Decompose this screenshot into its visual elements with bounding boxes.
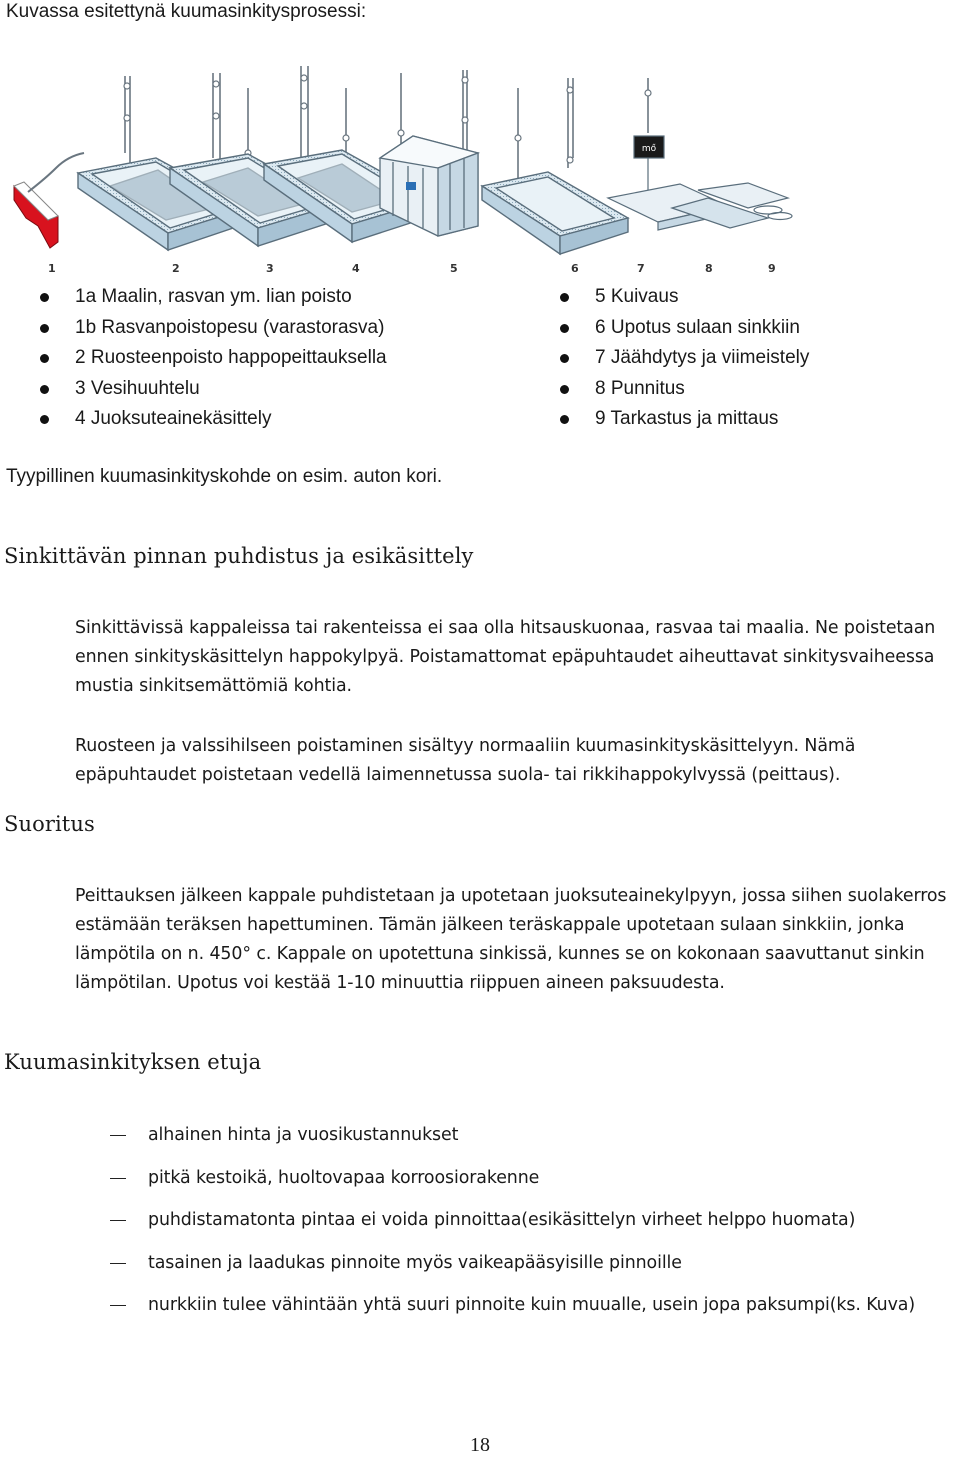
list-item [560,404,809,435]
step-label: 8 Punnitus [595,377,685,399]
bullet-icon [560,385,569,394]
bullet-icon [560,293,569,302]
bullet-icon [40,415,49,424]
list-item [560,313,809,344]
page-number: 18 [470,1434,490,1456]
list-item [560,343,809,374]
bullet-icon [560,415,569,424]
paragraph-execution: Peittauksen jälkeen kappale puhdistetaan ja upotetaan juoksuteainekylpyyn, jossa siihen suolakerros estämään teräksen hapettuminen. Tämän jälkeen teräskappale upotetaan sulaan sinkkiin, jonka lämpötila on n. 450° c. Kappale on upotettuna sinkissä, kunnes se on kokonaan saavuttanut sinkin lämpötilan. Upotus voi kestää 1-10 minuuttia riippuen aineen paksuudesta. [75,886,947,993]
paragraph-cleaning-1: Sinkittävissä kappaleissa tai rakenteissa ei saa olla hitsauskuonaa, rasvaa tai maalia. Ne poistetaan ennen sinkityskäsittelyn happokylpyä. Poistamattomat epäpuhtaudet aiheuttavat sinkitysvaiheessa mustia sinkitsemättömiä kohtia. [75,618,936,696]
list-item [40,282,387,313]
bullet-icon [40,324,49,333]
step-number: 9 [768,262,776,275]
step-label: 3 Vesihuuhtelu [75,377,200,399]
advantage-text: nurkkiin tulee vähintään yhtä suuri pinnoite kuin muualle, usein jopa paksumpi(ks. Kuva) [148,1295,916,1315]
list-item [110,1205,955,1235]
advantages-list [110,1120,955,1333]
dash-icon [110,1178,126,1179]
step-number: 4 [352,262,360,275]
section-heading-cleaning: Sinkittävän pinnan puhdistus ja esikäsittely [4,544,474,568]
list-item [40,313,387,344]
dash-icon [110,1263,126,1264]
step-number: 3 [266,262,274,275]
section-heading-advantages: Kuumasinkityksen etuja [4,1050,262,1074]
step-label: 1b Rasvanpoistopesu (varastorasva) [75,316,385,338]
dash-icon [110,1305,126,1306]
list-item [110,1120,955,1150]
list-item [560,282,809,313]
list-item [40,404,387,435]
step-number: 5 [450,262,458,275]
step-number: 7 [637,262,645,275]
scale-label: mő [641,144,657,154]
list-item [40,343,387,374]
bullet-icon [40,354,49,363]
bullet-icon [40,293,49,302]
list-item [110,1248,955,1278]
step-number: 8 [705,262,713,275]
step-number: 6 [571,262,579,275]
step-label: 9 Tarkastus ja mittaus [595,408,779,430]
typical-example-text: Tyypillinen kuumasinkityskohde on esim. auton kori. [6,466,443,487]
intro-text: Kuvassa esitettynä kuumasinkitysprosessi: [6,1,367,22]
bullet-icon [560,324,569,333]
steps-list-left [40,282,387,435]
list-item [560,374,809,405]
step-number: 1 [48,262,56,275]
step-label: 4 Juoksuteainekäsittely [75,408,272,430]
bullet-icon [560,354,569,363]
bullet-icon [40,385,49,394]
galvanizing-process-figure [8,58,798,282]
advantage-text: pitkä kestoikä, huoltovapaa korroosiorakenne [148,1167,540,1188]
step-label: 5 Kuivaus [595,286,679,307]
step-label: 6 Upotus sulaan sinkkiin [595,316,800,338]
step-number: 2 [172,262,180,275]
advantage-text: puhdistamatonta pintaa ei voida pinnoittaa(esikäsittelyn virheet helppo huomata) [148,1210,856,1230]
steps-list-right [560,282,809,435]
paragraph-cleaning-2: Ruosteen ja valssihilseen poistaminen sisältyy normaaliin kuumasinkityskäsittelyyn. Nämä epäpuhtaudet poistetaan vedellä laimennetussa suola- tai rikkihappokylvyssä (peittaus). [75,736,856,785]
dash-icon [110,1135,126,1136]
advantage-text: alhainen hinta ja vuosikustannukset [148,1125,459,1145]
list-item [40,374,387,405]
dash-icon [110,1220,126,1221]
step-label: 1a Maalin, rasvan ym. lian poisto [75,286,352,307]
section-heading-execution: Suoritus [4,812,95,836]
list-item [110,1163,955,1193]
advantage-text: tasainen ja laadukas pinnoite myös vaikeapääsyisille pinnoille [148,1252,682,1273]
list-item [110,1290,955,1320]
step-label: 7 Jäähdytys ja viimeistely [595,347,810,369]
step-label: 2 Ruosteenpoisto happopeittauksella [75,347,387,369]
